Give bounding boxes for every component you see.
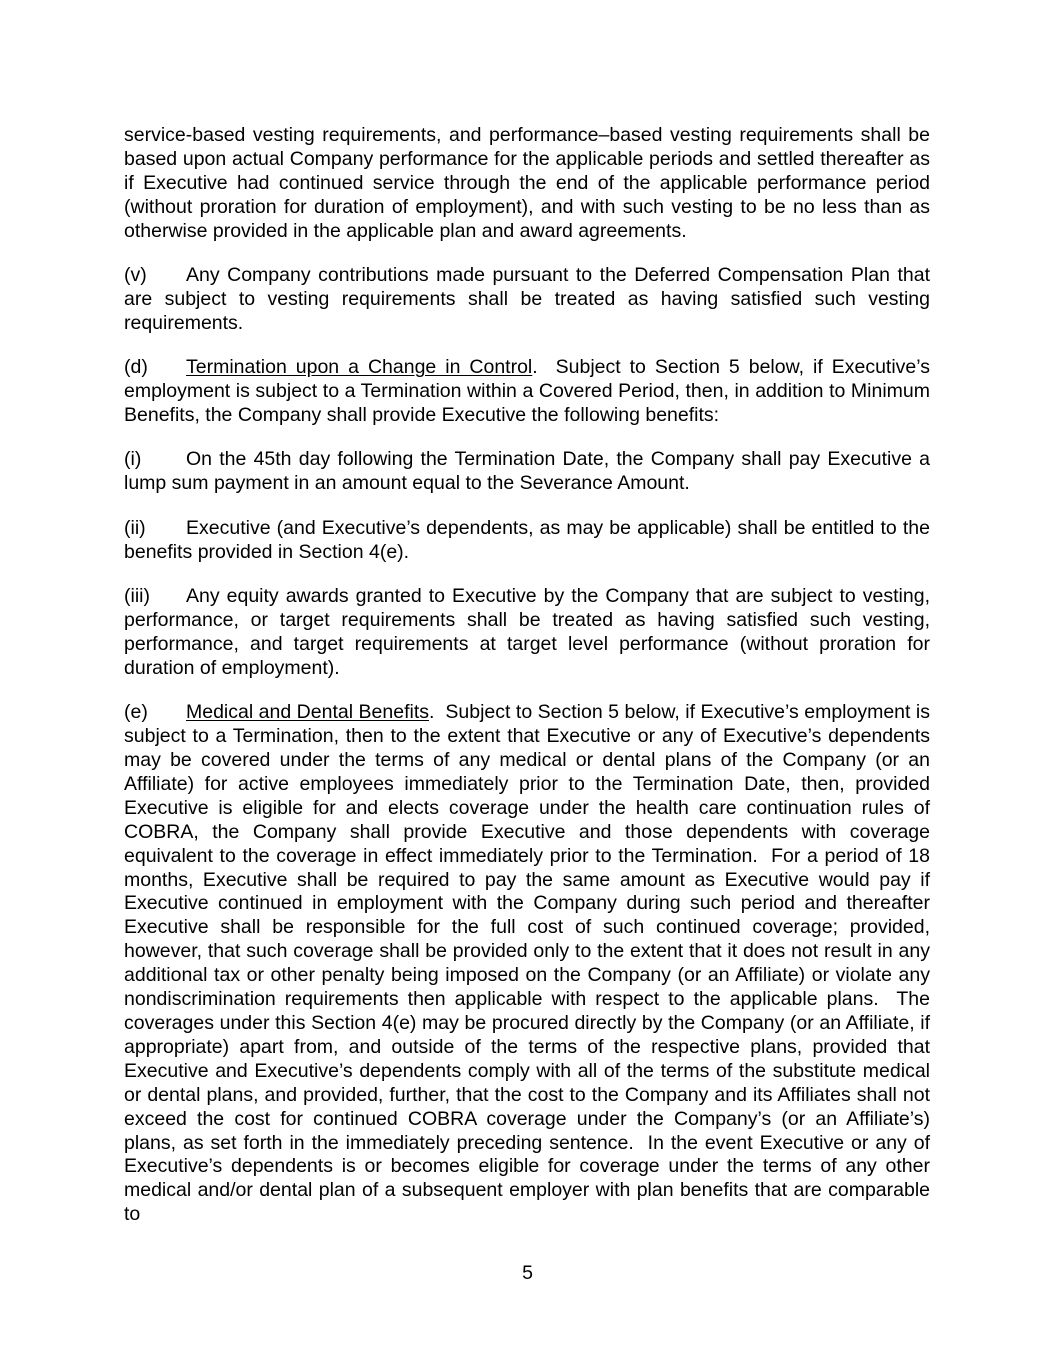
- paragraph-v: [124, 264, 930, 336]
- paragraph-iii: [124, 585, 930, 681]
- paragraph-label: (ii): [124, 516, 146, 539]
- paragraph-text: Any equity awards granted to Executive by the Company that are subject to vesting, performance, or target requirements shall be treated as having satisfied such vesting, performance, and target requirements at target level performance (without proration for duration of employment).: [124, 585, 930, 679]
- paragraph-ii: [124, 517, 930, 565]
- paragraph-d: [124, 356, 936, 428]
- paragraph-text: Executive (and Executive’s dependents, as may be applicable) shall be entitled to the benefits provided in Section 4(e).: [124, 516, 930, 563]
- paragraph-text: service-based vesting requirements, and performance–based vesting requirements shall be based upon actual Company performance for the applicable periods and settled thereafter as if Executive had continued service through the end of the applicable performance period (without proration for duration of employment), and with such vesting to be no less than as otherwise provided in the applicable plan and award agreements.: [124, 124, 930, 242]
- section-heading: Termination upon a Change in Control: [186, 356, 533, 379]
- section-heading: Medical and Dental Benefits: [186, 701, 429, 724]
- heading-punctuation: .: [532, 356, 538, 379]
- paragraph-e: [124, 701, 936, 1227]
- paragraph-text: Subject to Section 5 below, if Executive’s employment is subject to a Termination, then to the extent that Executive or any of Executive’s dependents may be covered under the terms of any medical or dental plans of the Company (or an Affiliate) for active employees immediately prior to the Termination Date, then, provided Executive is eligible for and elects coverage under the health care continuation rules of COBRA, the Company shall provide Executive and those dependents with coverage equivalent to the coverage in effect immediately prior to the Termination. For a period of 18 months, Executive shall be required to pay the same amount as Executive would pay if Executive continued in employment with the Company during such period and thereafter Executive shall be responsible for the full cost of such continued coverage; provided, however, that such coverage shall be provided only to the extent that it does not result in any additional tax or other penalty being imposed on the Company (or an Affiliate) or violate any nondiscrimination requirements then applicable with respect to the applicable plans. The coverages under this Section 4(e) may be procured directly by the Company (or an Affiliate, if appropriate) apart from, and outside of the terms of the respective plans, provided that Executive and Executive’s dependents comply with all of the terms of the substitute medical or dental plans, and provided, further, that the cost to the Company and its Affiliates shall not exceed the cost for continued COBRA coverage under the Company’s (or an Affiliate’s) plans, as set forth in the immediately preceding sentence. In the event Executive or any of Executive’s dependents is or becomes eligible for coverage under the terms of any other medical and/or dental plan of a subsequent employer with plan benefits that are comparable to: [124, 701, 936, 1226]
- paragraph-text: On the 45th day following the Termination Date, the Company shall pay Executive a lump sum payment in an amount equal to the Severance Amount.: [124, 448, 930, 495]
- paragraph-label: (v): [124, 264, 147, 287]
- paragraph-i: [124, 448, 930, 496]
- paragraph-continuation: [124, 124, 930, 244]
- document-body: [124, 124, 936, 1248]
- paragraph-label: (iii): [124, 585, 150, 608]
- page-number: 5: [522, 1262, 533, 1284]
- paragraph-text: Any Company contributions made pursuant to the Deferred Compensation Plan that are subject to vesting requirements shall be treated as having satisfied such vesting requirements.: [124, 264, 930, 334]
- paragraph-label: (i): [124, 448, 142, 471]
- paragraph-label: (e): [124, 701, 148, 724]
- paragraph-label: (d): [124, 356, 148, 379]
- paragraph-text: Subject to Section 5 below, if Executive’s employment is subject to a Termination within a Covered Period, then, in addition to Minimum Benefits, the Company shall provide Executive the following benefits:: [124, 356, 936, 427]
- heading-punctuation: .: [429, 701, 435, 724]
